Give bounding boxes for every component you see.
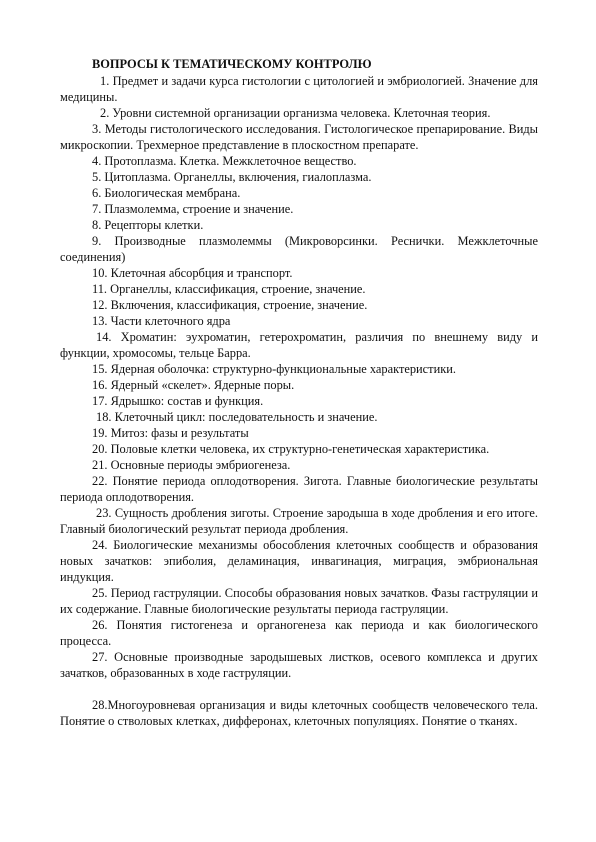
list-item: 26. Понятия гистогенеза и органогенеза как периода и как биологического процесса. (60, 618, 538, 648)
list-item: 21. Основные периоды эмбриогенеза. (92, 458, 291, 472)
list-item: 25. Период гаструляции. Способы образования новых зачатков. Фазы гаструляции и их содержание. Главные биологические результаты периода гаструляции. (60, 586, 538, 616)
list-item: 13. Части клеточного ядра (92, 314, 231, 328)
list-item: 24. Биологические механизмы обособления клеточных сообществ и образования новых зачатков: эпиболия, деламинация, инвагинация, миграция, эмбриональная индукция. (60, 538, 538, 584)
list-item: 5. Цитоплазма. Органеллы, включения, гиалоплазма. (92, 170, 372, 184)
list-item: 3. Методы гистологического исследования. Гистологическое препарирование. Виды микроскопии. Трехмерное представление в плоскостном препарате. (60, 122, 538, 152)
list-item: 16. Ядерный «скелет». Ядерные поры. (92, 378, 295, 392)
list-item: 4. Протоплазма. Клетка. Межклеточное вещество. (92, 154, 357, 168)
list-item: 18. Клеточный цикл: последовательность и значение. (96, 410, 378, 424)
list-item: 8. Рецепторы клетки. (92, 218, 204, 232)
list-item: 23. Сущность дробления зиготы. Строение зародыша в ходе дробления и его итоге. Главный биологический результат периода дробления. (60, 506, 538, 536)
page-title: ВОПРОСЫ К ТЕМАТИЧЕСКОМУ КОНТРОЛЮ (92, 57, 372, 71)
list-item: 19. Митоз: фазы и результаты (92, 426, 249, 440)
list-item: 12. Включения, классификация, строение, значение. (92, 298, 368, 312)
list-item: 11. Органеллы, классификация, строение, значение. (92, 282, 366, 296)
list-item: 15. Ядерная оболочка: структурно-функциональные характеристики. (92, 362, 456, 376)
list-item: 2. Уровни системной организации организма человека. Клеточная теория. (100, 106, 491, 120)
list-item: 22. Понятие периода оплодотворения. Зигота. Главные биологические результаты периода оплодотворения. (60, 474, 538, 504)
list-item: 17. Ядрышко: состав и функция. (92, 394, 264, 408)
list-item: 6. Биологическая мембрана. (92, 186, 241, 200)
list-item: 27. Основные производные зародышевых листков, осевого комплекса и других зачатков, образованных в ходе гаструляции. (60, 650, 538, 680)
list-item: 28.Многоуровневая организация и виды клеточных сообществ человеческого тела. Понятие о стволовых клетках, дифферонах, клеточных популяциях. Понятие о тканях. (60, 698, 538, 728)
list-item: 9. Производные плазмолеммы (Микроворсинки. Реснички. Межклеточные соединения) (60, 234, 538, 264)
list-item: 10. Клеточная абсорбция и транспорт. (92, 266, 293, 280)
list-item: 14. Хроматин: эухроматин, гетерохроматин, различия по внешнему виду и функции, хромосомы, тельце Барра. (60, 330, 538, 360)
list-item: 20. Половые клетки человека, их структурно-генетическая характеристика. (92, 442, 490, 456)
paragraph-gap (60, 681, 538, 697)
list-item: 7. Плазмолемма, строение и значение. (92, 202, 294, 216)
list-item: 1. Предмет и задачи курса гистологии с цитологией и эмбриологией. Значение для медицины. (60, 74, 538, 104)
questions-list (60, 73, 538, 729)
